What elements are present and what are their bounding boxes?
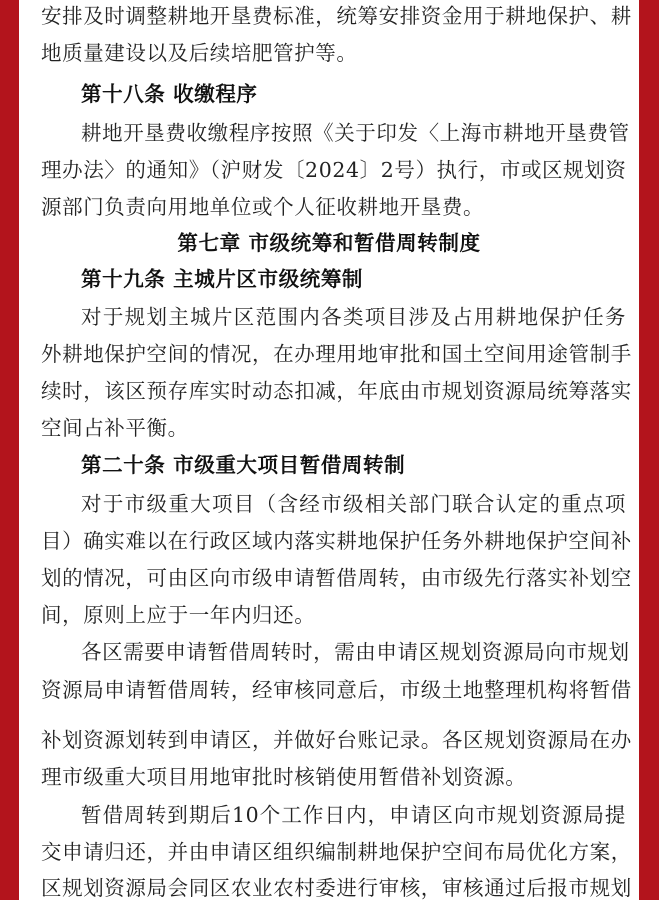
paragraph-line: 补划资源划转到申请区，并做好台账记录。各区规划资源局在办 [41,728,632,752]
paragraph-line: 空间占补平衡。 [41,416,189,440]
article-19-heading: 第十九条 主城片区市级统筹制 [81,267,364,291]
paragraph-line: 间，原则上应于一年内归还。 [41,603,316,627]
paragraph-line: 划的情况，可由区向市级申请暂借周转，由市级先行落实补划空 [41,566,632,590]
document-page [19,0,639,900]
paragraph-line: 理市级重大项目用地审批时核销使用暂借补划资源。 [41,765,527,789]
paragraph-line: 各区需要申请暂借周转时，需由申请区规划资源局向市规划 [81,640,630,664]
paragraph-line: 区规划资源局会同区农业农村委进行审核，审核通过后报市规划 [41,876,632,900]
paragraph-line: 续时，该区预存库实时动态扣减，年底由市规划资源局统筹落实 [41,379,632,403]
paragraph-line: 安排及时调整耕地开垦费标准，统筹安排资金用于耕地保护、耕 [41,4,632,28]
paragraph-line: 地质量建设以及后续培肥管护等。 [41,41,358,65]
paragraph-line: 对于规划主城片区范围内各类项目涉及占用耕地保护任务 [81,305,626,329]
paragraph-line: 暂借周转到期后10个工作日内，申请区向市规划资源局提 [81,803,626,827]
paragraph-line: 资源局申请暂借周转，经审核同意后，市级土地整理机构将暂借 [41,678,632,702]
article-18-heading: 第十八条 收缴程序 [81,82,258,106]
paragraph-line: 外耕地保护空间的情况，在办理用地审批和国土空间用途管制手 [41,342,632,366]
paragraph-line: 交申请归还，并由申请区组织编制耕地保护空间布局优化方案， [41,840,632,864]
chapter-7-heading: 第七章 市级统筹和暂借周转制度 [177,231,481,255]
article-20-heading: 第二十条 市级重大项目暂借周转制 [81,453,406,477]
paragraph-line: 耕地开垦费收缴程序按照《关于印发〈上海市耕地开垦费管 [81,121,630,145]
paragraph-line: 理办法〉的通知》（沪财发〔2024〕2号）执行，市或区规划资 [41,158,627,182]
paragraph-line: 目）确实难以在行政区域内落实耕地保护任务外耕地保护空间补 [41,529,632,553]
paragraph-line: 对于市级重大项目（含经市级相关部门联合认定的重点项 [81,492,626,516]
paragraph-line: 源部门负责向用地单位或个人征收耕地开垦费。 [41,195,485,219]
